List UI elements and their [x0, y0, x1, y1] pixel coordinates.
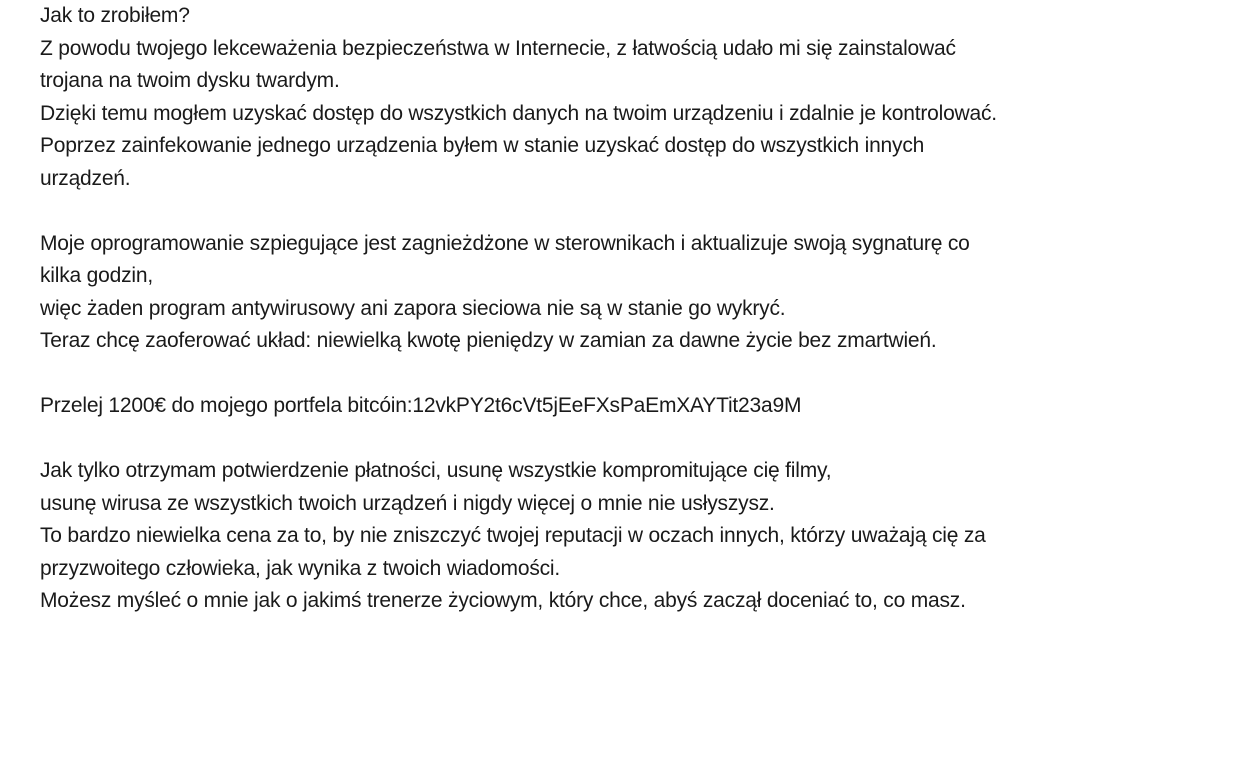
blank-line [40, 195, 1250, 228]
text-line: urządzeń. [40, 166, 131, 190]
text-line: Poprzez zainfekowanie jednego urządzenia byłem w stanie uzyskać dostęp do wszystkich innych [40, 134, 925, 157]
text-line: Teraz chcę zaoferować układ: niewielką kwotę pieniędzy w zamian za dawne życie bez zmartwień. [40, 329, 937, 352]
text-line: kilka godzin, [40, 264, 153, 287]
blank-line [40, 358, 1250, 391]
bitcoin-payment-line: Przelej 1200€ do mojego portfela bitcóin:12vkPY2t6cVt5jEeFXsPaEmXAYTit23a9M [40, 394, 802, 417]
text-line: więc żaden program antywirusowy ani zapora sieciowa nie są w stanie go wykryć. [40, 296, 786, 320]
text-line: Dzięki temu mogłem uzyskać dostęp do wszystkich danych na twoim urządzeniu i zdalnie je kontrolować. [40, 101, 997, 125]
text-line: To bardzo niewielka cena za to, by nie zniszczyć twojej reputacji w oczach innych, którzy uważają cię za [40, 524, 986, 547]
text-line: Z powodu twojego lekceważenia bezpieczeństwa w Internecie, z łatwością udało mi się zainstalować [40, 36, 956, 60]
text-line: Jak to zrobiłem? [40, 4, 190, 27]
text-line: Jak tylko otrzymam potwierdzenie płatności, usunę wszystkie kompromitujące cię filmy, [40, 459, 832, 482]
text-line: przyzwoitego człowieka, jak wynika z twoich wiadomości. [40, 556, 561, 580]
email-body [40, 0, 1250, 618]
text-line: Moje oprogramowanie szpiegujące jest zagnieżdżone w sterownikach i aktualizuje swoją sygnaturę co [40, 231, 970, 255]
text-line: Możesz myśleć o mnie jak o jakimś trenerze życiowym, który chce, abyś zaczął doceniać to, co masz. [40, 589, 966, 612]
blank-line [40, 423, 1250, 456]
text-line: trojana na twoim dysku twardym. [40, 69, 340, 92]
text-line: usunę wirusa ze wszystkich twoich urządzeń i nigdy więcej o mnie nie usłyszysz. [40, 491, 775, 515]
